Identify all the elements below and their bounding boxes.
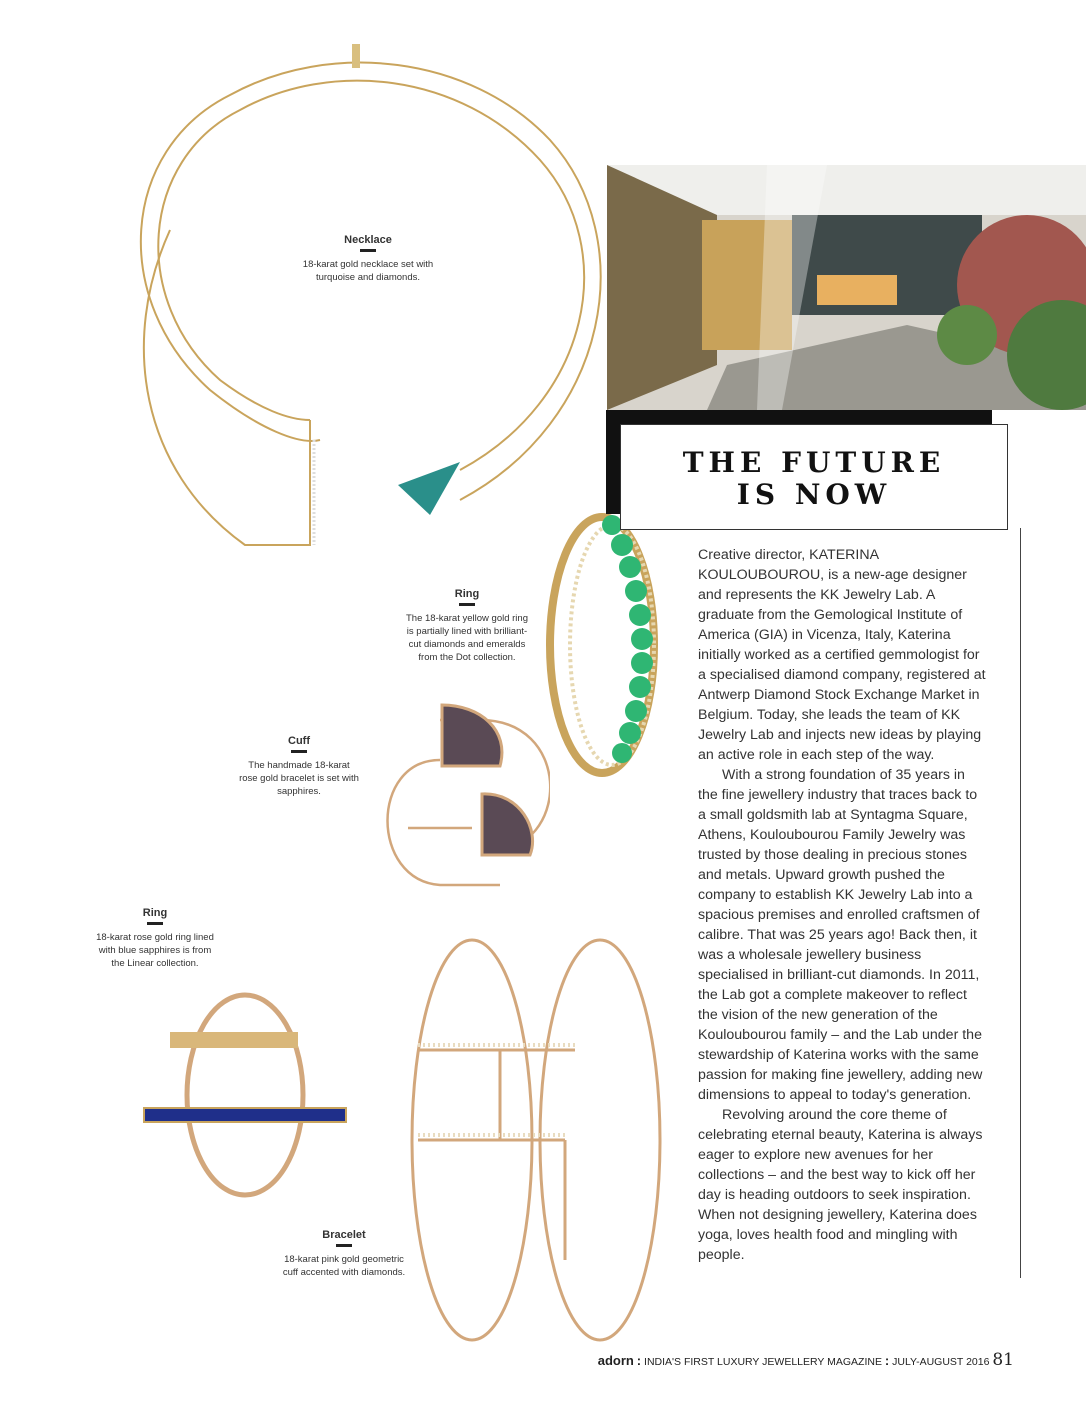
caption-title: Ring [142,907,168,919]
caption-rule [360,249,376,252]
cuff-image [380,700,550,900]
footer-separator: : [884,1353,890,1368]
magazine-tagline: INDIA'S FIRST LUXURY JEWELLERY MAGAZINE [644,1356,882,1368]
article-body [698,545,988,1265]
caption-cuff [238,735,360,798]
caption-ring-emerald [402,588,532,664]
caption-title: Cuff [288,735,310,747]
caption-rule [336,1244,352,1247]
caption-necklace [298,234,438,284]
caption-text: 18-karat pink gold geometric cuff accented with diamonds. [282,1254,406,1278]
page-footer [598,1350,1014,1370]
caption-text: The handmade 18-karat rose gold bracelet is set with sapphires. [239,760,359,797]
caption-title: Necklace [344,234,392,246]
paragraph-2: With a strong foundation of 35 years in the fine jewellery industry that traces back to a small goldsmith lab at Syntagma Square, Athens, Kouloubourou Family Jewelry was trusted by those dealing in precious stones and metals. Upward growth pushed the company to establish KK Jewelry Lab into a spacious premises and enrolled craftsmen of calibre. That was 25 years ago! Back then, it was a wholesale jewellery business specialised in brilliant-cut diamonds. In 2011, the Lab got a complete makeover to reflect the vision of the new generation of the Kouloubourou family – and the Lab under the stewardship of Katerina works with the same passion for making fine jewellery, adding new dimensions to appeal to today's generation. [698,767,983,1103]
column-rule [1020,528,1021,1278]
caption-title: Bracelet [322,1229,366,1241]
title-box [620,424,1008,530]
caption-text: The 18-karat yellow gold ring is partially lined with brilliant-cut diamonds and emeralds from the Dot collection. [406,613,528,663]
caption-text: 18-karat gold necklace set with turquoise and diamonds. [302,259,434,283]
caption-text: 18-karat rose gold ring lined with blue sapphires is from the Linear collection. [96,932,214,969]
paragraph-3: Revolving around the core theme of celebrating eternal beauty, Katerina is always eager to explore new avenues for her collections – and the best way to kick off her day is heading outdoors to seek inspiration. When not designing jewellery, Katerina does yoga, loves health food and mingling with people. [698,1107,983,1263]
bracelet-image [400,930,680,1390]
footer-separator: : [636,1353,642,1368]
caption-rule [459,603,475,606]
caption-title: Ring [454,588,480,600]
title-line-1: THE FUTURE [682,446,946,479]
paragraph-1: Creative director, KATERINA KOULOUBOUROU, is a new-age designer and represents the KK Jewelry Lab. A graduate from the Gemological Institute of America (GIA) in Vicenza, Italy, Katerina initially worked as a certified gemmologist for a specialised diamond company, registered at Antwerp Diamond Stock Exchange Market in Belgium. Today, she leads the team of KK Jewelry Lab and injects new ideas by playing an active role in each step of the way. [698,547,986,763]
caption-rule [291,750,307,753]
magazine-brand: adorn [597,1353,634,1368]
title-line-2: IS NOW [736,478,892,511]
issue-date: JULY-AUGUST 2016 [892,1356,990,1368]
page-number: 81 [992,1350,1014,1370]
studio-photo [607,165,1086,410]
article-title [621,447,1007,511]
caption-rule [147,922,163,925]
emerald-ring-image [540,505,690,790]
caption-ring-sapphire [92,907,218,970]
caption-bracelet [280,1229,408,1279]
sapphire-ring-image [140,990,355,1205]
